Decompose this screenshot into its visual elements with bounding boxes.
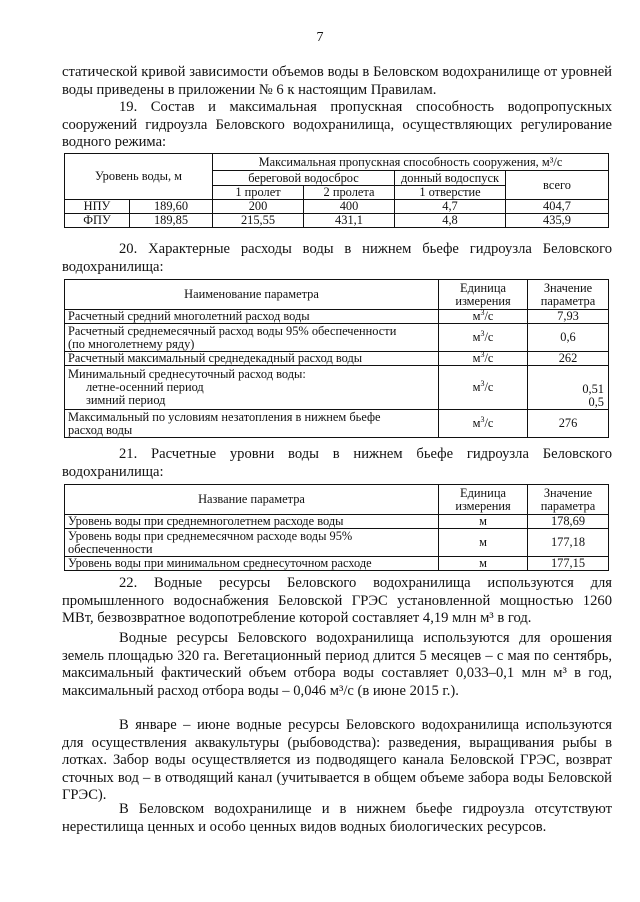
header-unit-line1: Единица	[460, 280, 506, 295]
cell-name	[65, 366, 439, 410]
cell-2-spans: 431,1	[304, 214, 395, 228]
cell-name: Расчетный максимальный среднедекадный расход воды	[65, 352, 439, 366]
paragraph-intro: статической кривой зависимости объемов воды в Беловском водохранилище от уровней воды приведены в приложении № 6 к настоящим Правилам.	[62, 64, 612, 98]
cell-name	[65, 324, 439, 352]
paragraph-irrigation: Водные ресурсы Беловского водохранилища используются для орошения земель площадью 320 га. Вегетационный период длится 5 месяцев – с мая по сентябрь, максимальный фактический объем отбора воды составляет 0,033–0,1 млн м³ в год, максимальный расход отбора воды – 0,046 м³/с (в июне 2015 г.).	[62, 630, 612, 699]
header-value	[528, 280, 609, 310]
paragraph-20: 20. Характерные расходы воды в нижнем бьефе гидроузла Беловского водохранилища:	[62, 241, 612, 275]
cell-name-line1: Максимальный по условиям незатопления в нижнем бьефе	[68, 409, 381, 424]
cell-unit: $м^3/с$	[439, 310, 528, 324]
cell-unit: $м^3/с$	[439, 352, 528, 366]
table-row	[65, 310, 609, 324]
cell-name: Уровень воды при минимальном среднесуточном расходе	[65, 557, 439, 571]
cell-1-span: 215,55	[213, 214, 304, 228]
cell-name-line1: Уровень воды при среднемесячном расходе воды 95%	[68, 528, 353, 543]
cell-unit: $м^3/с$	[439, 410, 528, 438]
cell-value: 276	[528, 410, 609, 438]
header-unit-line2: измерения	[455, 498, 511, 513]
table-row	[65, 324, 609, 352]
table-row	[65, 515, 609, 529]
cell-unit: $м^3/с$	[439, 324, 528, 352]
cell-unit: м	[439, 515, 528, 529]
cell-total: 435,9	[506, 214, 609, 228]
cell-level-value: 189,85	[130, 214, 213, 228]
table-levels	[64, 484, 609, 571]
cell-value: 7,93	[528, 310, 609, 324]
cell-value: 177,15	[528, 557, 609, 571]
table-row	[65, 214, 609, 228]
header-level: Уровень воды, м	[65, 154, 213, 200]
cell-name-line2: расход воды	[68, 422, 133, 437]
cell-deep: 4,7	[395, 200, 506, 214]
cell-name: Уровень воды при среднемноголетнем расходе воды	[65, 515, 439, 529]
cell-value: 177,18	[528, 529, 609, 557]
cell-name-line2: летне-осенний период	[86, 380, 204, 394]
cell-value: 262	[528, 352, 609, 366]
table-row	[65, 352, 609, 366]
table-discharges	[64, 279, 609, 438]
cell-2-spans: 400	[304, 200, 395, 214]
cell-name-line1: Расчетный среднемесячный расход воды 95% обеспеченности	[68, 323, 397, 338]
header-value-line2: параметра	[540, 498, 596, 513]
header-value-line2: параметра	[540, 293, 596, 308]
cell-total: 404,7	[506, 200, 609, 214]
header-2-spans: 2 пролета	[304, 186, 395, 200]
table-row	[65, 557, 609, 571]
header-unit-line2: измерения	[455, 293, 511, 308]
table-row	[65, 200, 609, 214]
page-number: 7	[316, 30, 324, 45]
header-unit	[439, 485, 528, 515]
table-row	[65, 529, 609, 557]
header-unit-line1: Единица	[460, 485, 506, 500]
header-capacity: Максимальная пропускная способность сооружения, м³/с	[213, 154, 609, 171]
cell-unit: м	[439, 529, 528, 557]
cell-value-line2: 0,5	[588, 395, 604, 409]
cell-name: Расчетный средний многолетний расход воды	[65, 310, 439, 324]
cell-name-line2: обеспеченности	[68, 541, 153, 556]
header-shore-spillway: береговой водосброс	[213, 171, 395, 186]
cell-name	[65, 410, 439, 438]
cell-level-name: ФПУ	[65, 214, 130, 228]
paragraph-21: 21. Расчетные уровни воды в нижнем бьефе гидроузла Беловского водохранилища:	[62, 446, 612, 480]
cell-unit: $м^3/с$	[439, 366, 528, 410]
cell-value: 178,69	[528, 515, 609, 529]
cell-level-value: 189,60	[130, 200, 213, 214]
cell-unit: м	[439, 557, 528, 571]
cell-name-line1: Минимальный среднесуточный расход воды:	[68, 367, 306, 381]
cell-level-name: НПУ	[65, 200, 130, 214]
paragraph-19: 19. Состав и максимальная пропускная способность водопропускных сооружений гидроузла Беловского водохранилища, осуществляющих регулирование водного режима:	[62, 99, 612, 150]
cell-value: 0,6	[528, 324, 609, 352]
cell-deep: 4,8	[395, 214, 506, 228]
header-deep-outlet: донный водоспуск	[395, 171, 506, 186]
header-total: всего	[506, 171, 609, 200]
header-value	[528, 485, 609, 515]
header-unit	[439, 280, 528, 310]
table-row	[65, 410, 609, 438]
header-1-hole: 1 отверстие	[395, 186, 506, 200]
header-value-line1: Значение	[543, 280, 593, 295]
paragraph-spawning: В Беловском водохранилище и в нижнем бьефе гидроузла отсутствуют нерестилища ценных и особо ценных видов водных биологических ресурсов.	[62, 801, 612, 835]
header-1-span: 1 пролет	[213, 186, 304, 200]
cell-value	[528, 366, 609, 410]
cell-name-line3: зимний период	[86, 393, 166, 407]
paragraph-22: 22. Водные ресурсы Беловского водохранилища используются для промышленного водоснабжения Беловской ГРЭС установленной мощностью 1260 МВт, безвозвратное водопотребление которой составляет 4,19 млн м³ в год.	[62, 575, 612, 626]
table-capacity	[64, 153, 609, 228]
header-parameter-name: Наименование параметра	[65, 280, 439, 310]
header-parameter-name: Название параметра	[65, 485, 439, 515]
paragraph-aquaculture: В январе – июне водные ресурсы Беловского водохранилища используются для осуществления аквакультуры (рыбоводства): разведения, выращивания рыбы в лотках. Забор воды осуществляется из подводящего канала Беловской ГРЭС, возврат сточных вод – в отводящий канал (учитывается в общем объеме забора воды Беловской ГРЭС).	[62, 717, 612, 803]
header-value-line1: Значение	[543, 485, 593, 500]
cell-1-span: 200	[213, 200, 304, 214]
cell-name	[65, 529, 439, 557]
cell-value-line1: 0,51	[582, 382, 604, 396]
table-row	[65, 366, 609, 410]
cell-name-line2: (по многолетнему ряду)	[68, 336, 195, 351]
